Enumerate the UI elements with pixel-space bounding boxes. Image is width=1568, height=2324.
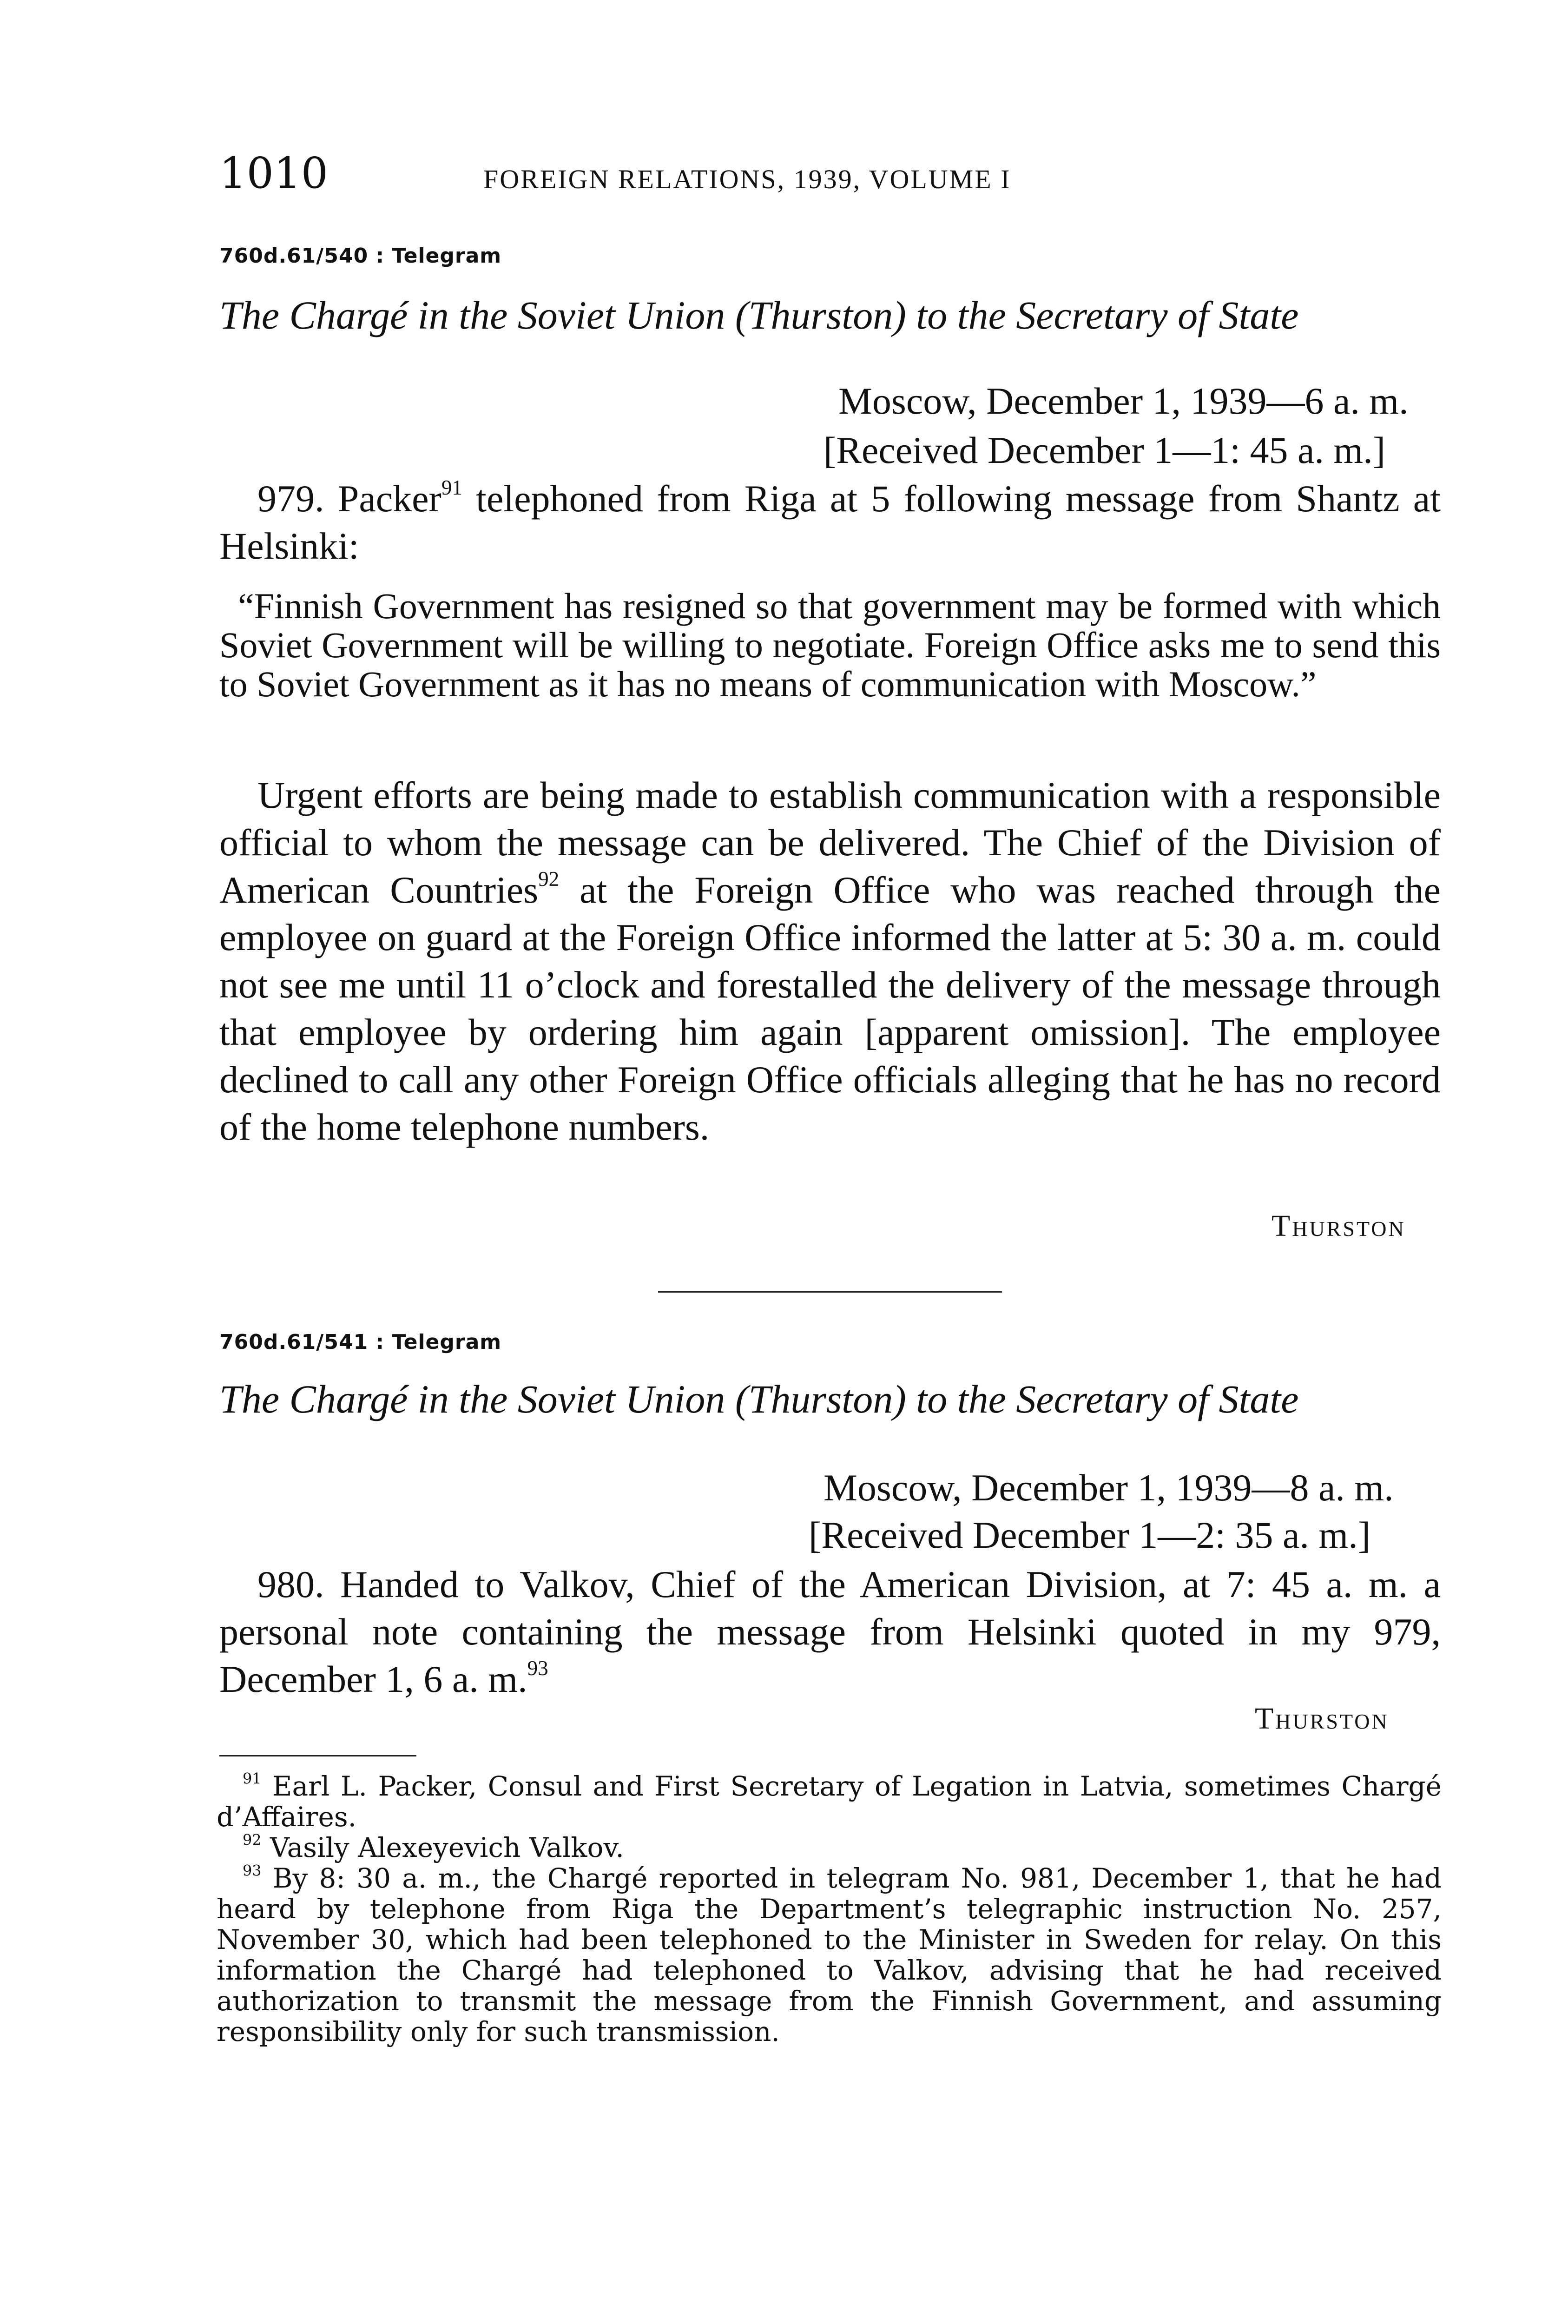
footnote-divider [219,1755,416,1756]
footnote-ref: 92 [538,867,560,891]
paragraph-text: telephoned from Riga at 5 following message from Shantz at Helsinki: [219,477,1441,567]
signature: Thurston [1272,1209,1406,1243]
paragraph-text: 980. Handed to Valkov, Chief of the American Division, at 7: 45 a. m. a personal note containing the message from Helsinki quoted in my 979, December 1, 6 a. m. [219,1563,1441,1700]
paragraph-text: Urgent efforts are being made to establish communication with a responsible official to whom the message can be delivered. The Chief of the Division of American Countries [219,774,1441,911]
quoted-message: “Finnish Government has resigned so that government may be formed with which Soviet Government will be willing to negotiate. Foreign Office asks me to send this to Soviet Government as it has no means of communication with Moscow.” [219,586,1441,704]
telegram-paragraph [219,1561,1441,1703]
document-title: The Chargé in the Soviet Union (Thurston) to the Secretary of State [219,293,1299,337]
dateline: Moscow, December 1, 1939—8 a. m. [824,1466,1394,1509]
telegram-paragraph [219,475,1441,570]
paragraph-text: at the Foreign Office who was reached through the employee on guard at the Foreign Office informed the latter at 5: 30 a. m. could not see me until 11 o’clock and forestalled the delivery of the message through that employee by ordering him again [apparent omission]. The employee declined to call any other Foreign Office officials alleging that he has no record of the home telephone numbers. [219,869,1441,1148]
footnote-number: 91 [243,1769,262,1788]
footnote-ref: 93 [527,1656,548,1680]
dateline: Moscow, December 1, 1939—6 a. m. [838,380,1409,422]
footnote-number: 93 [243,1862,262,1880]
footnote [217,1832,1442,1863]
paragraph-text: 979. Packer [257,477,441,520]
document-title: The Chargé in the Soviet Union (Thurston) to the Secretary of State [219,1377,1299,1421]
file-reference: 760d.61/541 : Telegram [219,1330,502,1354]
footnote-ref: 91 [441,475,462,499]
running-title: FOREIGN RELATIONS, 1939, VOLUME I [483,164,1011,194]
footnote-number: 92 [243,1831,262,1849]
received-line: [Received December 1—2: 35 a. m.] [809,1514,1371,1556]
footnote-text: By 8: 30 a. m., the Chargé reported in telegram No. 981, December 1, that he had heard by telephone from Riga the Department’s telegraphic instruction No. 257, November 30, which had been telephoned to the Minister in Sweden for relay. On this information the Chargé had telephoned to Valkov, advising that he had received authorization to transmit the message from the Finnish Government, and assuming responsibility only for such transmission. [217,1862,1442,2047]
telegram-paragraph [219,772,1441,1151]
footnote-text: Earl L. Packer, Consul and First Secretary of Legation in Latvia, sometimes Chargé d’Affaires. [217,1770,1442,1833]
file-reference: 760d.61/540 : Telegram [219,244,502,268]
footnote [217,1863,1442,2047]
page-number: 1010 [219,148,329,198]
footnotes [217,1771,1442,2047]
footnote [217,1771,1442,1832]
received-line: [Received December 1—1: 45 a. m.] [824,429,1386,471]
footnote-text: Vasily Alexeyevich Valkov. [261,1832,624,1863]
signature: Thurston [1255,1702,1389,1736]
section-divider [658,1291,1002,1293]
